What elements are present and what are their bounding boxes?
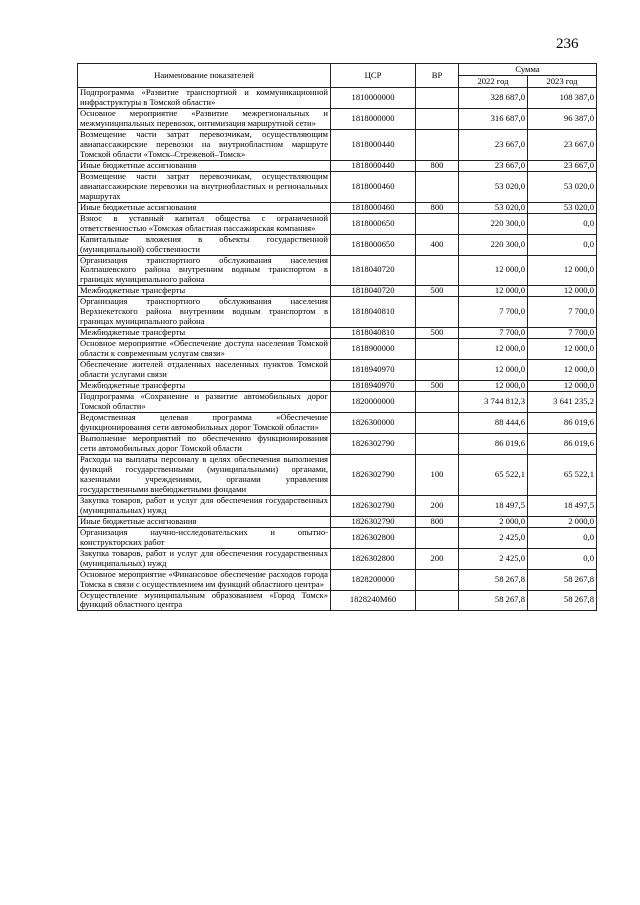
row-name: Подпрограмма «Сохранение и развитие автомобильных дорог Томской области»	[78, 392, 331, 413]
row-csr: 1818940970	[331, 381, 416, 392]
row-name: Обеспечение жителей отдаленных населенных пунктов Томской области услугами связи	[78, 360, 331, 381]
table-row	[78, 160, 597, 171]
header-csr: ЦСР	[331, 64, 416, 88]
table-row	[78, 454, 597, 495]
row-vr	[416, 413, 459, 434]
row-name: Возмещение части затрат перевозчикам, осуществляющим авиапассажирские перевозки на внутриобластном маршруте Томской области «Томск–Стрежевой–Томск»	[78, 129, 331, 160]
header-year-2023: 2023 год	[528, 76, 597, 88]
row-amount-2023: 7 700,0	[528, 328, 597, 339]
row-csr: 1826302790	[331, 454, 416, 495]
row-csr: 1826302790	[331, 495, 416, 516]
table-row	[78, 548, 597, 569]
row-csr: 1818000440	[331, 160, 416, 171]
row-amount-2023: 0,0	[528, 234, 597, 255]
row-csr: 1826300000	[331, 413, 416, 434]
row-amount-2023: 58 267,8	[528, 590, 597, 611]
row-csr: 1818040810	[331, 328, 416, 339]
row-vr: 800	[416, 516, 459, 527]
row-amount-2022: 12 000,0	[459, 286, 528, 297]
row-amount-2023: 58 267,8	[528, 569, 597, 590]
row-amount-2023: 53 020,0	[528, 202, 597, 213]
row-vr	[416, 527, 459, 548]
row-csr: 1818000440	[331, 129, 416, 160]
row-vr	[416, 297, 459, 328]
row-vr: 200	[416, 548, 459, 569]
row-amount-2023: 12 000,0	[528, 286, 597, 297]
row-amount-2023: 96 387,0	[528, 108, 597, 129]
row-amount-2022: 12 000,0	[459, 381, 528, 392]
table-row	[78, 392, 597, 413]
row-vr	[416, 569, 459, 590]
row-amount-2022: 12 000,0	[459, 339, 528, 360]
table-row	[78, 569, 597, 590]
row-amount-2023: 65 522,1	[528, 454, 597, 495]
row-amount-2023: 0,0	[528, 548, 597, 569]
row-csr: 1818000650	[331, 234, 416, 255]
table-row	[78, 339, 597, 360]
row-amount-2023: 2 000,0	[528, 516, 597, 527]
header-vr: ВР	[416, 64, 459, 88]
row-name: Иные бюджетные ассигнования	[78, 160, 331, 171]
table-row	[78, 286, 597, 297]
row-vr	[416, 433, 459, 454]
row-name: Ведомственная целевая программа «Обеспечение функционирования сети автомобильных дорог Томской области»	[78, 413, 331, 434]
header-name: Наименование показателей	[78, 64, 331, 88]
row-amount-2022: 12 000,0	[459, 360, 528, 381]
row-amount-2023: 0,0	[528, 527, 597, 548]
row-csr: 1828200000	[331, 569, 416, 590]
row-name: Основное мероприятие «Обеспечение доступа населения Томской области к современным услугам связи»	[78, 339, 331, 360]
table-row	[78, 255, 597, 286]
row-amount-2023: 86 019,6	[528, 433, 597, 454]
row-amount-2023: 23 667,0	[528, 129, 597, 160]
row-csr: 1818000000	[331, 108, 416, 129]
row-csr: 1818040810	[331, 297, 416, 328]
row-amount-2022: 53 020,0	[459, 202, 528, 213]
row-vr	[416, 339, 459, 360]
row-csr: 1818040720	[331, 255, 416, 286]
row-amount-2022: 53 020,0	[459, 171, 528, 202]
row-amount-2023: 23 667,0	[528, 160, 597, 171]
row-name: Межбюджетные трансферты	[78, 328, 331, 339]
row-amount-2023: 12 000,0	[528, 339, 597, 360]
row-name: Капитальные вложения в объекты государственной (муниципальной) собственности	[78, 234, 331, 255]
table-row	[78, 360, 597, 381]
row-vr	[416, 392, 459, 413]
row-name: Организация транспортного обслуживания населения Верхнекетского района внутренним водным транспортом в границах муниципального района	[78, 297, 331, 328]
table-row	[78, 516, 597, 527]
table-row	[78, 108, 597, 129]
row-amount-2023: 3 641 235,2	[528, 392, 597, 413]
table-row	[78, 328, 597, 339]
row-csr: 1818000460	[331, 171, 416, 202]
row-amount-2022: 3 744 812,3	[459, 392, 528, 413]
row-amount-2022: 12 000,0	[459, 255, 528, 286]
row-vr	[416, 255, 459, 286]
row-amount-2023: 86 019,6	[528, 413, 597, 434]
row-name: Иные бюджетные ассигнования	[78, 202, 331, 213]
row-amount-2022: 23 667,0	[459, 129, 528, 160]
row-csr: 1826302800	[331, 548, 416, 569]
row-amount-2022: 220 300,0	[459, 234, 528, 255]
row-amount-2022: 18 497,5	[459, 495, 528, 516]
row-amount-2023: 12 000,0	[528, 381, 597, 392]
row-vr: 800	[416, 160, 459, 171]
table-row	[78, 202, 597, 213]
table-header	[78, 64, 597, 88]
row-vr: 400	[416, 234, 459, 255]
row-amount-2022: 2 425,0	[459, 527, 528, 548]
row-amount-2022: 220 300,0	[459, 213, 528, 234]
page-number: 236	[556, 36, 579, 52]
row-vr	[416, 88, 459, 109]
row-name: Межбюджетные трансферты	[78, 286, 331, 297]
row-amount-2023: 12 000,0	[528, 255, 597, 286]
row-csr: 1818000460	[331, 202, 416, 213]
row-name: Взнос в уставный капитал общества с ограниченной ответственностью «Томская областная пассажирская компания»	[78, 213, 331, 234]
row-amount-2023: 12 000,0	[528, 360, 597, 381]
row-csr: 1826302790	[331, 433, 416, 454]
row-vr	[416, 129, 459, 160]
row-name: Закупка товаров, работ и услуг для обеспечения государственных (муниципальных) нужд	[78, 548, 331, 569]
row-csr: 1820000000	[331, 392, 416, 413]
row-name: Возмещение части затрат перевозчикам, осуществляющим авиапассажирские перевозки на внутриобластных и региональных маршрутах	[78, 171, 331, 202]
table-row	[78, 171, 597, 202]
row-amount-2023: 18 497,5	[528, 495, 597, 516]
row-csr: 1818000650	[331, 213, 416, 234]
row-amount-2023: 108 387,0	[528, 88, 597, 109]
row-csr: 1818900000	[331, 339, 416, 360]
row-name: Основное мероприятие «Финансовое обеспечение расходов города Томска в связи с осуществлением им функций областного центра»	[78, 569, 331, 590]
table-row	[78, 495, 597, 516]
row-name: Расходы на выплаты персоналу в целях обеспечения выполнения функций государственными (муниципальными) органами, казенными учреждениями, органами управления государственными внебюджетными фондами	[78, 454, 331, 495]
row-amount-2022: 58 267,8	[459, 569, 528, 590]
row-amount-2022: 23 667,0	[459, 160, 528, 171]
row-name: Закупка товаров, работ и услуг для обеспечения государственных (муниципальных) нужд	[78, 495, 331, 516]
row-amount-2022: 58 267,8	[459, 590, 528, 611]
row-vr	[416, 360, 459, 381]
row-vr: 500	[416, 286, 459, 297]
row-amount-2023: 53 020,0	[528, 171, 597, 202]
table-row	[78, 297, 597, 328]
table-row	[78, 234, 597, 255]
row-vr	[416, 108, 459, 129]
row-amount-2022: 2 000,0	[459, 516, 528, 527]
header-year-2022: 2022 год	[459, 76, 528, 88]
row-vr: 200	[416, 495, 459, 516]
row-name: Выполнение мероприятий по обеспечению функционирования сети автомобильных дорог Томской области	[78, 433, 331, 454]
row-csr: 1810000000	[331, 88, 416, 109]
table-row	[78, 213, 597, 234]
row-name: Основное мероприятие «Развитие межрегиональных и межмуниципальных перевозок, оптимизация маршрутной сети»	[78, 108, 331, 129]
table-body	[78, 88, 597, 611]
table-row	[78, 88, 597, 109]
table-row	[78, 527, 597, 548]
header-sum: Сумма	[459, 64, 597, 76]
table-row	[78, 433, 597, 454]
row-vr: 800	[416, 202, 459, 213]
row-vr: 100	[416, 454, 459, 495]
row-csr: 1826302800	[331, 527, 416, 548]
row-amount-2022: 328 687,0	[459, 88, 528, 109]
row-amount-2022: 316 687,0	[459, 108, 528, 129]
row-amount-2022: 65 522,1	[459, 454, 528, 495]
budget-table	[77, 63, 597, 611]
row-name: Подпрограмма «Развитие транспортной и коммуникационной инфраструктуры в Томской области»	[78, 88, 331, 109]
row-amount-2022: 86 019,6	[459, 433, 528, 454]
row-name: Организация научно-исследовательских и опытно-конструкторских работ	[78, 527, 331, 548]
row-amount-2022: 2 425,0	[459, 548, 528, 569]
row-vr: 500	[416, 328, 459, 339]
row-vr: 500	[416, 381, 459, 392]
row-name: Иные бюджетные ассигнования	[78, 516, 331, 527]
row-amount-2022: 7 700,0	[459, 328, 528, 339]
row-amount-2023: 7 700,0	[528, 297, 597, 328]
table-row	[78, 129, 597, 160]
row-csr: 1818040720	[331, 286, 416, 297]
row-name: Межбюджетные трансферты	[78, 381, 331, 392]
row-vr	[416, 171, 459, 202]
row-amount-2022: 88 444,6	[459, 413, 528, 434]
row-amount-2023: 0,0	[528, 213, 597, 234]
row-csr: 1818940970	[331, 360, 416, 381]
row-csr: 1826302790	[331, 516, 416, 527]
table-row	[78, 590, 597, 611]
table-row	[78, 381, 597, 392]
row-name: Осуществление муниципальным образованием «Город Томск» функций областного центра	[78, 590, 331, 611]
table-row	[78, 413, 597, 434]
row-vr	[416, 590, 459, 611]
row-csr: 1828240М60	[331, 590, 416, 611]
row-vr	[416, 213, 459, 234]
row-name: Организация транспортного обслуживания населения Колпашевского района внутренним водным транспортом в границах муниципального района	[78, 255, 331, 286]
row-amount-2022: 7 700,0	[459, 297, 528, 328]
